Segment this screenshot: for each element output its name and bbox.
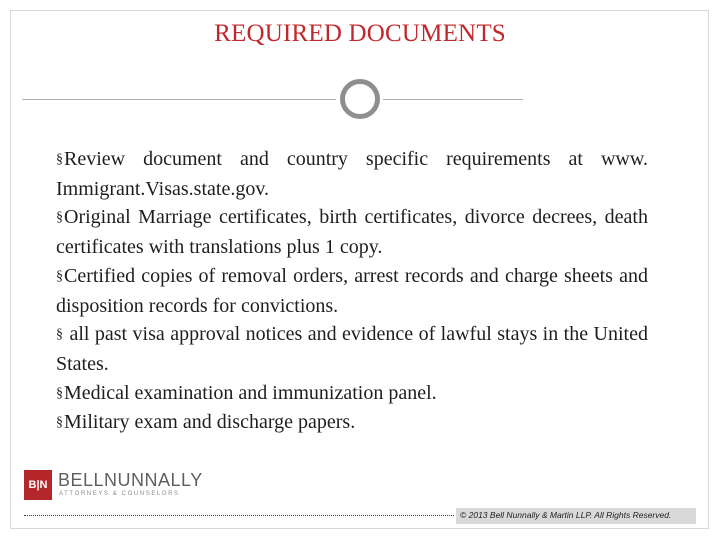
footer-divider	[24, 515, 454, 516]
bullet-icon: §	[56, 268, 63, 284]
slide-title: REQUIRED DOCUMENTS	[214, 20, 506, 47]
logo-tagline: ATTORNEYS & COUNSELORS	[59, 491, 180, 497]
bullet-icon: §	[56, 415, 63, 431]
bullet-item: §Review document and country specific requirements at www. Immigrant.Visas.state.gov.	[56, 148, 648, 200]
bullet-item: §Certified copies of removal orders, arrest records and charge sheets and disposition records for convictions.	[56, 264, 648, 317]
footer-copyright: © 2013 Bell Nunnally & Martin LLP. All Rights Reserved.	[460, 510, 672, 520]
bullet-icon: §	[56, 327, 63, 343]
bullet-item: §Military exam and discharge papers.	[56, 411, 356, 434]
bullet-item: §Original Marriage certificates, birth certificates, divorce decrees, death certificates with translations plus 1 copy.	[56, 206, 648, 259]
title-divider-left	[22, 99, 336, 100]
bullet-icon: §	[56, 385, 63, 401]
logo-monogram: B|N	[24, 470, 52, 500]
bullet-item: § all past visa approval notices and evidence of lawful stays in the United States.	[56, 323, 648, 375]
title-divider-right	[383, 99, 523, 100]
logo-name: BELLNUNNALLY	[58, 470, 203, 490]
bullet-icon: §	[56, 210, 63, 226]
bullet-icon: §	[56, 152, 63, 167]
bullet-list	[56, 145, 648, 438]
circle-ornament-icon	[340, 79, 380, 119]
bullet-item: §Medical examination and immunization panel.	[56, 381, 437, 404]
